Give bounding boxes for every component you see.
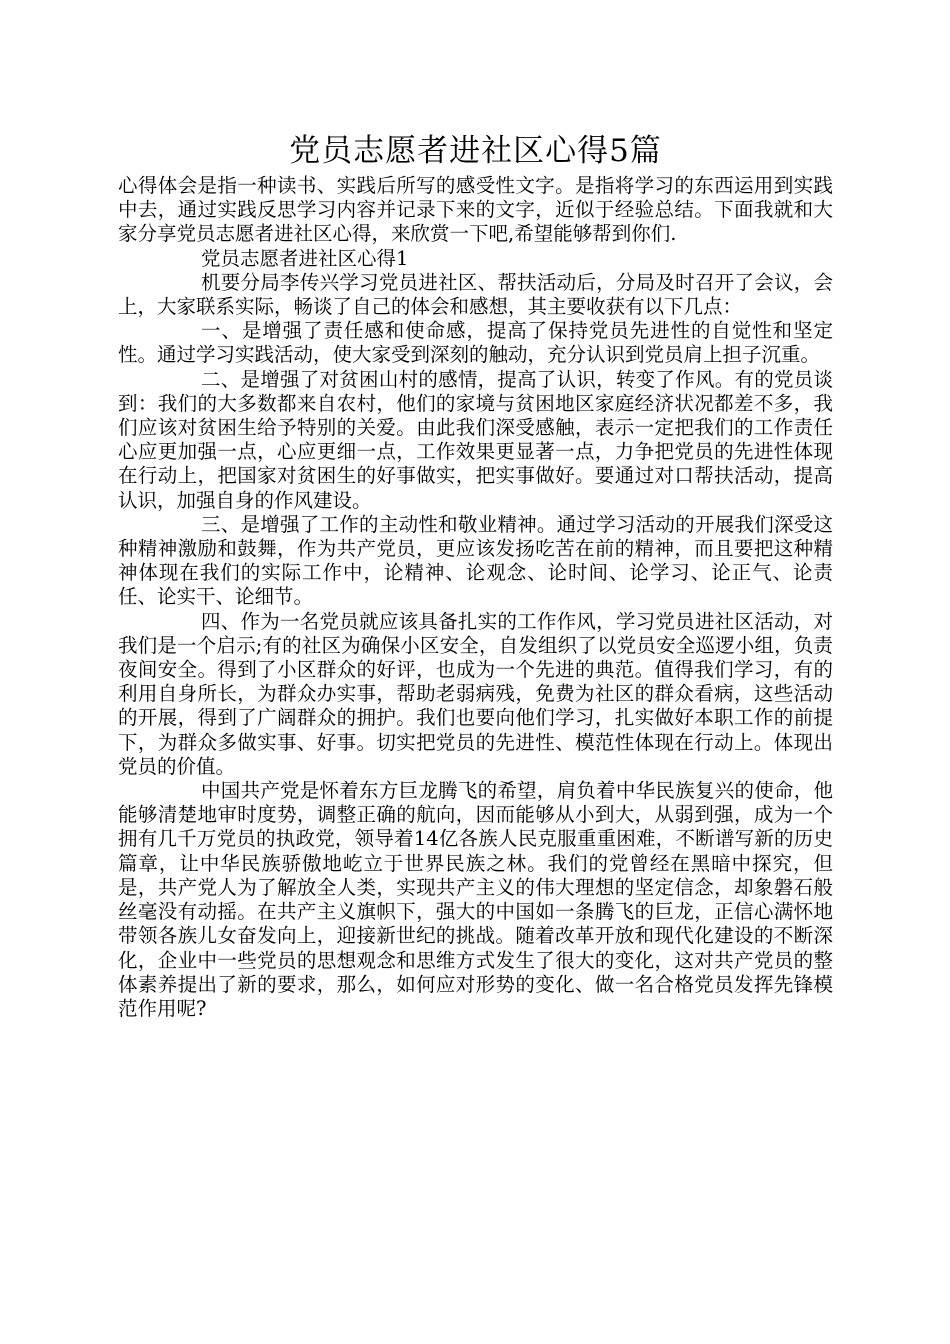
body-paragraph: 一、是增强了责任感和使命感，提高了保持党员先进性的自觉性和坚定性。通过学习实践活动，使大家受到深刻的触动，充分认识到党员肩上担子沉重。 — [118, 319, 833, 367]
body-paragraph: 心得体会是指一种读书、实践后所写的感受性文字。是指将学习的东西运用到实践中去，通过实践反思学习内容并记录下来的文字，近似于经验总结。下面我就和大家分享党员志愿者进社区心得，来欣赏一下吧,希望能够帮到你们. — [118, 174, 833, 246]
body-paragraph: 中国共产党是怀着东方巨龙腾飞的希望，肩负着中华民族复兴的使命，他能够清楚地审时度势，调整正确的航向，因而能够从小到大，从弱到强，成为一个拥有几千万党员的执政党，领导着14亿各族人民克服重重困难，不断谱写新的历史篇章，让中华民族骄傲地屹立于世界民族之林。我们的党曾经在黑暗中探究，但是，共产党人为了解放全人类，实现共产主义的伟大理想的坚定信念，却象磐石般丝毫没有动摇。在共产主义旗帜下，强大的中国如一条腾飞的巨龙，正信心满怀地带领各族儿女奋发向上，迎接新世纪的挑战。随着改革开放和现代化建设的不断深化，企业中一些党员的思想观念和思维方式发生了很大的变化，这对共产党员的整体素养提出了新的要求，那么，如何应对形势的变化、做一名合格党员发挥先锋模范作用呢? — [118, 779, 833, 1020]
body-paragraph: 机要分局李传兴学习党员进社区、帮扶活动后，分局及时召开了会议，会上，大家联系实际，畅谈了自己的体会和感想，其主要收获有以下几点： — [118, 270, 833, 319]
body-paragraph: 二、是增强了对贫困山村的感情，提高了认识，转变了作风。有的党员谈到：我们的大多数都来自农村，他们的家境与贫困地区家庭经济状况都差不多，我们应该对贫困生给予特别的关爱。由此我们深受感触，表示一定把我们的工作责任心应更加强一点，心应更细一点，工作效果更显著一点，力争把党员的先进性体现在行动上，把国家对贫困生的好事做实，把实事做好。要通过对口帮扶活动，提高认识，加强自身的作风建设。 — [118, 367, 833, 512]
section-heading: 党员志愿者进社区心得1 — [201, 246, 409, 270]
document-body — [118, 174, 833, 1021]
body-paragraph: 四、作为一名党员就应该具备扎实的工作作风，学习党员进社区活动，对我们是一个启示;有的社区为确保小区安全，自发组织了以党员安全巡逻小组，负责夜间安全。得到了小区群众的好评，也成为一个先进的典范。值得我们学习，有的利用自身所长，为群众办实事，帮助老弱病残，免费为社区的群众看病，这些活动的开展，得到了广阔群众的拥护。我们也要向他们学习，扎实做好本职工作的前提下，为群众多做实事、好事。切实把党员的先进性、模范性体现在行动上。体现出党员的价值。 — [118, 609, 833, 778]
document-page — [118, 128, 833, 1021]
body-paragraph: 三、是增强了工作的主动性和敬业精神。通过学习活动的开展我们深受这种精神激励和鼓舞，作为共产党员，更应该发扬吃苦在前的精神，而且要把这种精神体现在我们的实际工作中，论精神、论观念、论时间、论学习、论正气、论责任、论实干、论细节。 — [118, 512, 833, 609]
document-title: 党员志愿者进社区心得5篇 — [289, 133, 662, 169]
